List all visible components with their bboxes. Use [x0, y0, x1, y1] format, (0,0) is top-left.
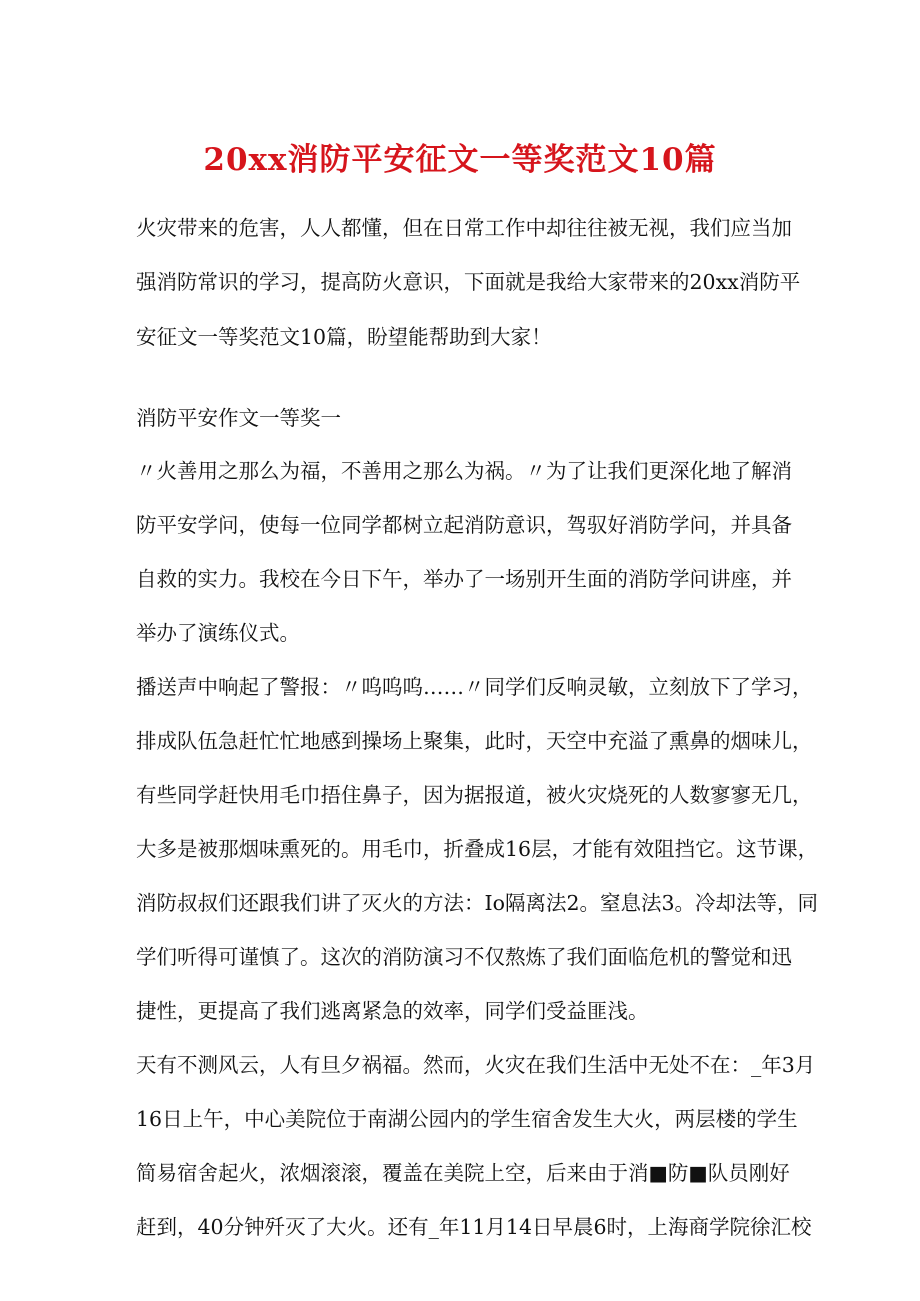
paragraph2-line-3: 有些同学赶快用毛巾捂住鼻子，因为据报道，被火灾烧死的人数寥寥无几， [136, 783, 813, 807]
paragraph2-line-1: 播送声中响起了警报：〃呜呜呜……〃同学们反响灵敏，立刻放下了学习， [136, 675, 813, 699]
paragraph1-line-2: 防平安学问，使每一位同学都树立起消防意识，驾驭好消防学问，并具备 [136, 513, 792, 537]
paragraph3-line-1: 天有不测风云，人有旦夕祸福。然而，火灾在我们生活中无处不在：_年3月 [136, 1053, 816, 1077]
paragraph1-line-1: 〃火善用之那么为福，不善用之那么为祸。〃为了让我们更深化地了解消 [136, 459, 792, 483]
paragraph2-line-5: 消防叔叔们还跟我们讲了灭火的方法：Io隔离法2。窒息法3。冷却法等，同 [136, 891, 819, 915]
paragraph2-line-6: 学们听得可谨慎了。这次的消防演习不仅熬炼了我们面临危机的警觉和迅 [136, 945, 792, 969]
paragraph3-line-2: 16日上午，中心美院位于南湖公园内的学生宿舍发生大火，两层楼的学生 [136, 1107, 798, 1131]
paragraph3-line-4: 赶到，40分钟歼灭了大火。还有_年11月14日早晨6时，上海商学院徐汇校 [136, 1215, 812, 1239]
section-heading: 消防平安作文一等奖一 [136, 406, 341, 430]
intro-line-3: 安征文一等奖范文10篇，盼望能帮助到大家！ [136, 325, 552, 349]
paragraph2-line-7: 捷性，更提高了我们逃离紧急的效率，同学们受益匪浅。 [136, 999, 649, 1023]
document-title: 20xx消防平安征文一等奖范文10篇 [203, 142, 717, 178]
intro-line-2: 强消防常识的学习，提高防火意识，下面就是我给大家带来的20xx消防平 [136, 270, 801, 294]
paragraph1-line-4: 举办了演练仪式。 [136, 621, 300, 645]
intro-line-1: 火灾带来的危害，人人都懂，但在日常工作中却往往被无视，我们应当加 [136, 216, 792, 240]
paragraph1-line-3: 自救的实力。我校在今日下午，举办了一场别开生面的消防学问讲座，并 [136, 567, 792, 591]
paragraph2-line-4: 大多是被那烟味熏死的。用毛巾，折叠成16层，才能有效阻挡它。这节课， [136, 837, 819, 861]
paragraph2-line-2: 排成队伍急赶忙忙地感到操场上聚集，此时，天空中充溢了熏鼻的烟味儿， [136, 729, 813, 753]
paragraph3-line-3: 简易宿舍起火，浓烟滚滚，覆盖在美院上空，后来由于消■防■队员刚好 [136, 1161, 790, 1185]
